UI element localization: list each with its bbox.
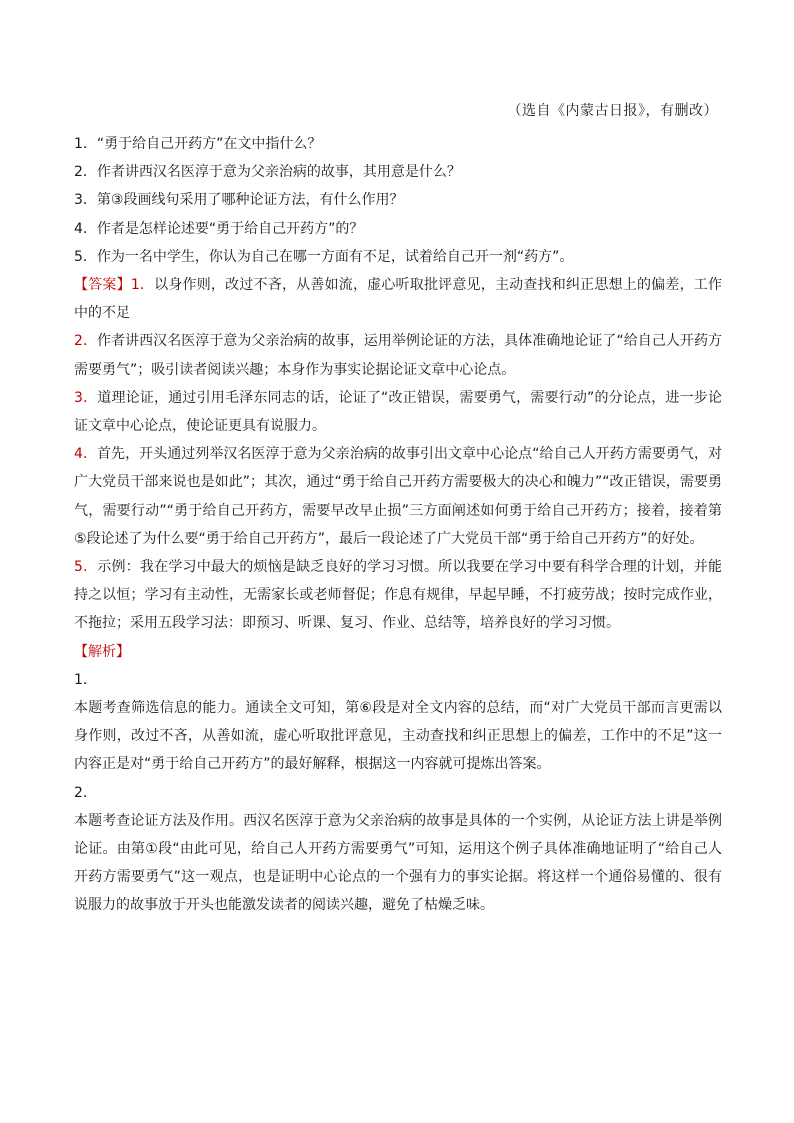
question-number: 1． xyxy=(74,136,97,152)
answer-number: 3． xyxy=(74,389,98,406)
question-text: 作者讲西汉名医淳于意为父亲治病的故事，其用意是什么？ xyxy=(96,164,461,181)
question-text: 作为一名中学生，你认为自己在哪一方面有不足，试着给自己开一剂“药方”。 xyxy=(96,248,574,265)
analysis-label xyxy=(74,638,722,666)
question-1 xyxy=(74,130,722,158)
answer-4 xyxy=(74,440,722,553)
answer-number: 4． xyxy=(74,446,97,463)
analysis-2: 本题考查论证方法及作用。西汉名医淳于意为父亲治病的故事是具体的一个实例，从论证方法上讲是举例论证。由第①段“由此可见，给自己人开药方需要勇气”可知，运用这个例子具体准确地证明了“给自己人开药方需要勇气”这一观点，也是证明中心论点的一个强有力的事实论据。将这样一个通俗易懂的、很有说服力的故事放于开头也能激发读者的阅读兴趣，避免了枯燥乏味。 xyxy=(74,812,722,914)
question-text: “勇于给自己开药方”在文中指什么？ xyxy=(96,136,322,152)
question-5 xyxy=(74,243,722,271)
source-citation: （选自《内蒙古日报》，有删改） xyxy=(507,103,718,119)
analysis-label-text: 【解析】 xyxy=(74,643,130,660)
answer-text: 示例：我在学习中最大的烦恼是缺乏良好的学习习惯。所以我要在学习中要有科学合理的计划，并能持之以恒；学习有主动性，无需家长或老师督促；作息有规律，早起早睡，不打疲劳战；按时完成作业，不拖拉；采用五段学习法：即预习、听课、复习、作业、总结等，培养良好的学习习惯。 xyxy=(74,559,722,632)
question-2 xyxy=(74,158,722,186)
answer-text: 道理论证，通过引用毛泽东同志的话，论证了“改正错误，需要勇气，需要行动”的分论点，进一步论证文章中心论点，使论证更具有说服力。 xyxy=(74,389,722,435)
question-number: 5． xyxy=(74,248,97,265)
question-4 xyxy=(74,215,722,243)
analysis-2-number xyxy=(74,779,722,807)
analysis-number: 2． xyxy=(74,784,97,801)
document-content xyxy=(74,130,722,920)
answer-text: 首先，开头通过列举汉名医淳于意为父亲治病的故事引出文章中心论点“给自己人开药方需要勇气，对广大党员干部来说也是如此”；其次，通过“勇于给自己开药方需要极大的决心和魄力”“改正错误，需要勇气，需要行动”“勇于给自己开药方，需要早改早止损”三方面阐述如何勇于给自己开药方；接着，接着第⑤段论述了为什么要“勇于给自己开药方”，最后一段论述了广大党员干部“勇于给自己开药方”的好处。 xyxy=(74,446,722,547)
question-text: 作者是怎样论述要“勇于给自己开药方”的？ xyxy=(96,220,364,237)
question-number: 3． xyxy=(74,192,97,209)
answer-number: 2． xyxy=(74,333,97,350)
answer-1 xyxy=(74,271,722,327)
question-number: 2． xyxy=(74,164,97,181)
answer-text: 作者讲西汉名医淳于意为父亲治病的故事，运用举例论证的方法，具体准确地论证了“给自己人开药方需要勇气”；吸引读者阅读兴趣；本身作为事实论据论证文章中心论点。 xyxy=(74,333,722,378)
answer-number: 5． xyxy=(74,559,98,576)
answer-2 xyxy=(74,327,722,383)
answer-3 xyxy=(74,384,722,440)
answer-number: 1． xyxy=(130,277,155,294)
question-text: 第③段画线句采用了哪种论证方法，有什么作用？ xyxy=(96,192,404,209)
analysis-1: 本题考查筛选信息的能力。通读全文可知，第⑥段是对全文内容的总结，而“对广大党员干部而言更需以身作则，改过不吝，从善如流，虚心听取批评意见，主动查找和纠正思想上的偏差，工作中的不足”这一内容正是对“勇于给自己开药方”的最好解释，根据这一内容就可提炼出答案。 xyxy=(74,700,722,773)
analysis-number: 1． xyxy=(74,671,97,688)
answer-text: 以身作则，改过不吝，从善如流，虚心听取批评意见，主动查找和纠正思想上的偏差，工作中的不足 xyxy=(74,277,722,322)
analysis-1-number xyxy=(74,666,722,694)
question-3 xyxy=(74,186,722,214)
answer-5 xyxy=(74,553,722,638)
answer-label: 【答案】 xyxy=(74,277,131,294)
question-number: 4． xyxy=(74,220,97,237)
